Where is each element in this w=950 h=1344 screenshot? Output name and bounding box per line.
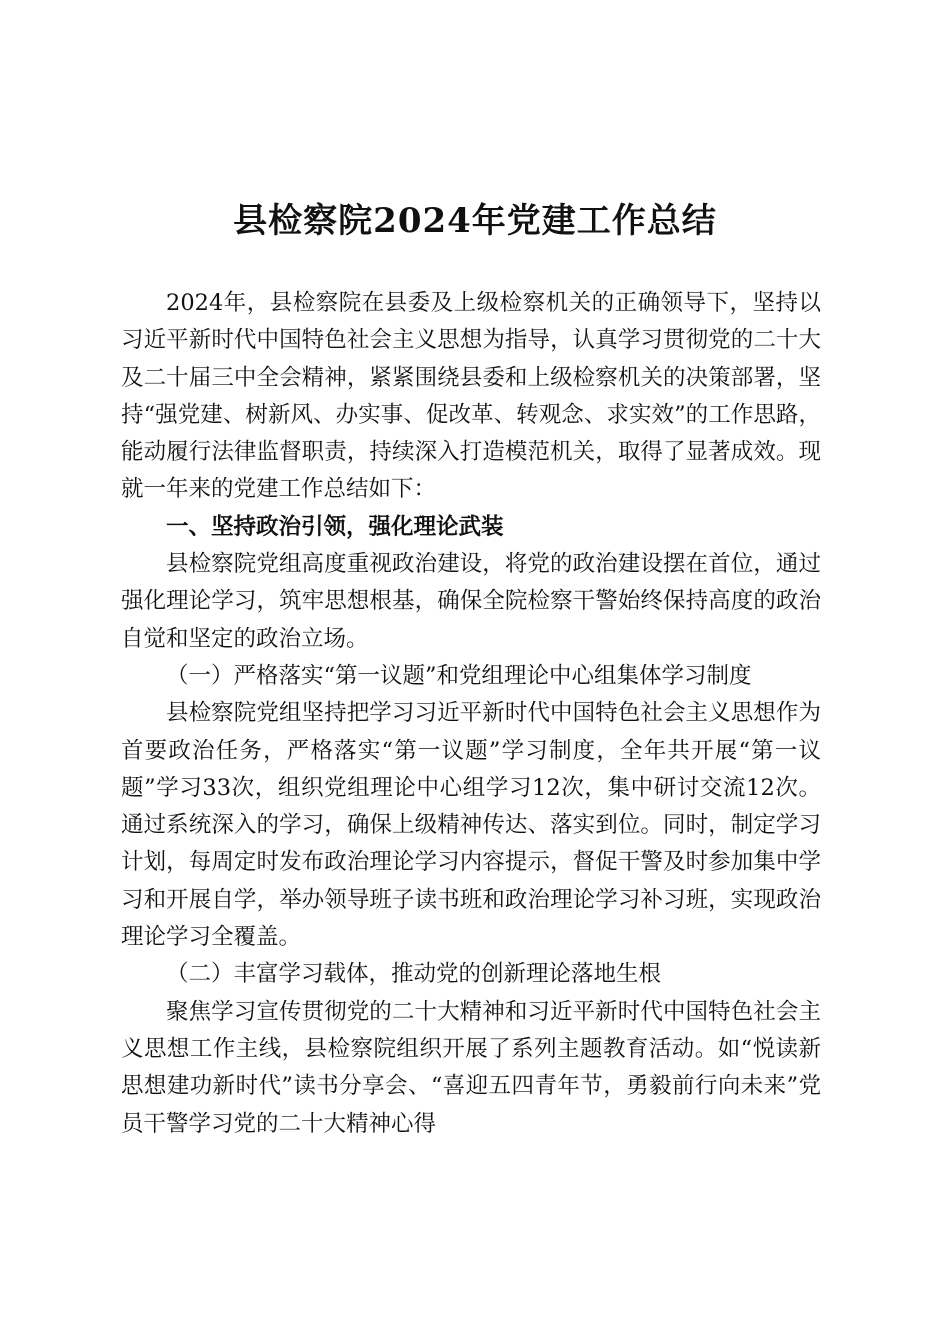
document-title: 县检察院2024年党建工作总结 [233, 201, 717, 241]
document-body [121, 285, 821, 1143]
section-1-paragraph: 县检察院党组高度重视政治建设，将党的政治建设摆在首位，通过强化理论学习，筑牢思想根基，确保全院检察干警始终保持高度的政治自觉和坚定的政治立场。 [121, 551, 821, 652]
subsection-2-paragraph: 聚焦学习宣传贯彻党的二十大精神和习近平新时代中国特色社会主义思想工作主线，县检察院组织开展了系列主题教育活动。如“悦读新思想建功新时代”读书分享会、“喜迎五四青年节，勇毅前行向未来”党员干警学习党的二十大精神心得 [121, 998, 821, 1137]
section-heading-1: 一、坚持政治引领，强化理论武装 [166, 513, 504, 540]
subsection-1-paragraph: 县检察院党组坚持把学习习近平新时代中国特色社会主义思想作为首要政治任务，严格落实“第一议题”学习制度，全年共开展“第一议题”学习33次，组织党组理论中心组学习12次，集中研讨交流12次。通过系统深入的学习，确保上级精神传达、落实到位。同时，制定学习计划，每周定时发布政治理论学习内容提示，督促干警及时参加集中学习和开展自学，举办领导班子读书班和政治理论学习补习班，实现政治理论学习全覆盖。 [121, 700, 821, 951]
subsection-heading-2: （二）丰富学习载体，推动党的创新理论落地生根 [166, 961, 662, 988]
subsection-heading-1: （一）严格落实“第一议题”和党组理论中心组集体学习制度 [166, 662, 752, 689]
intro-paragraph: 2024年，县检察院在县委及上级检察机关的正确领导下，坚持以习近平新时代中国特色社会主义思想为指导，认真学习贯彻党的二十大及二十届三中全会精神，紧紧围绕县委和上级检察机关的决策部署，坚持“强党建、树新风、办实事、促改革、转观念、求实效”的工作思路，能动履行法律监督职责，持续深入打造模范机关，取得了显著成效。现就一年来的党建工作总结如下： [121, 290, 821, 503]
